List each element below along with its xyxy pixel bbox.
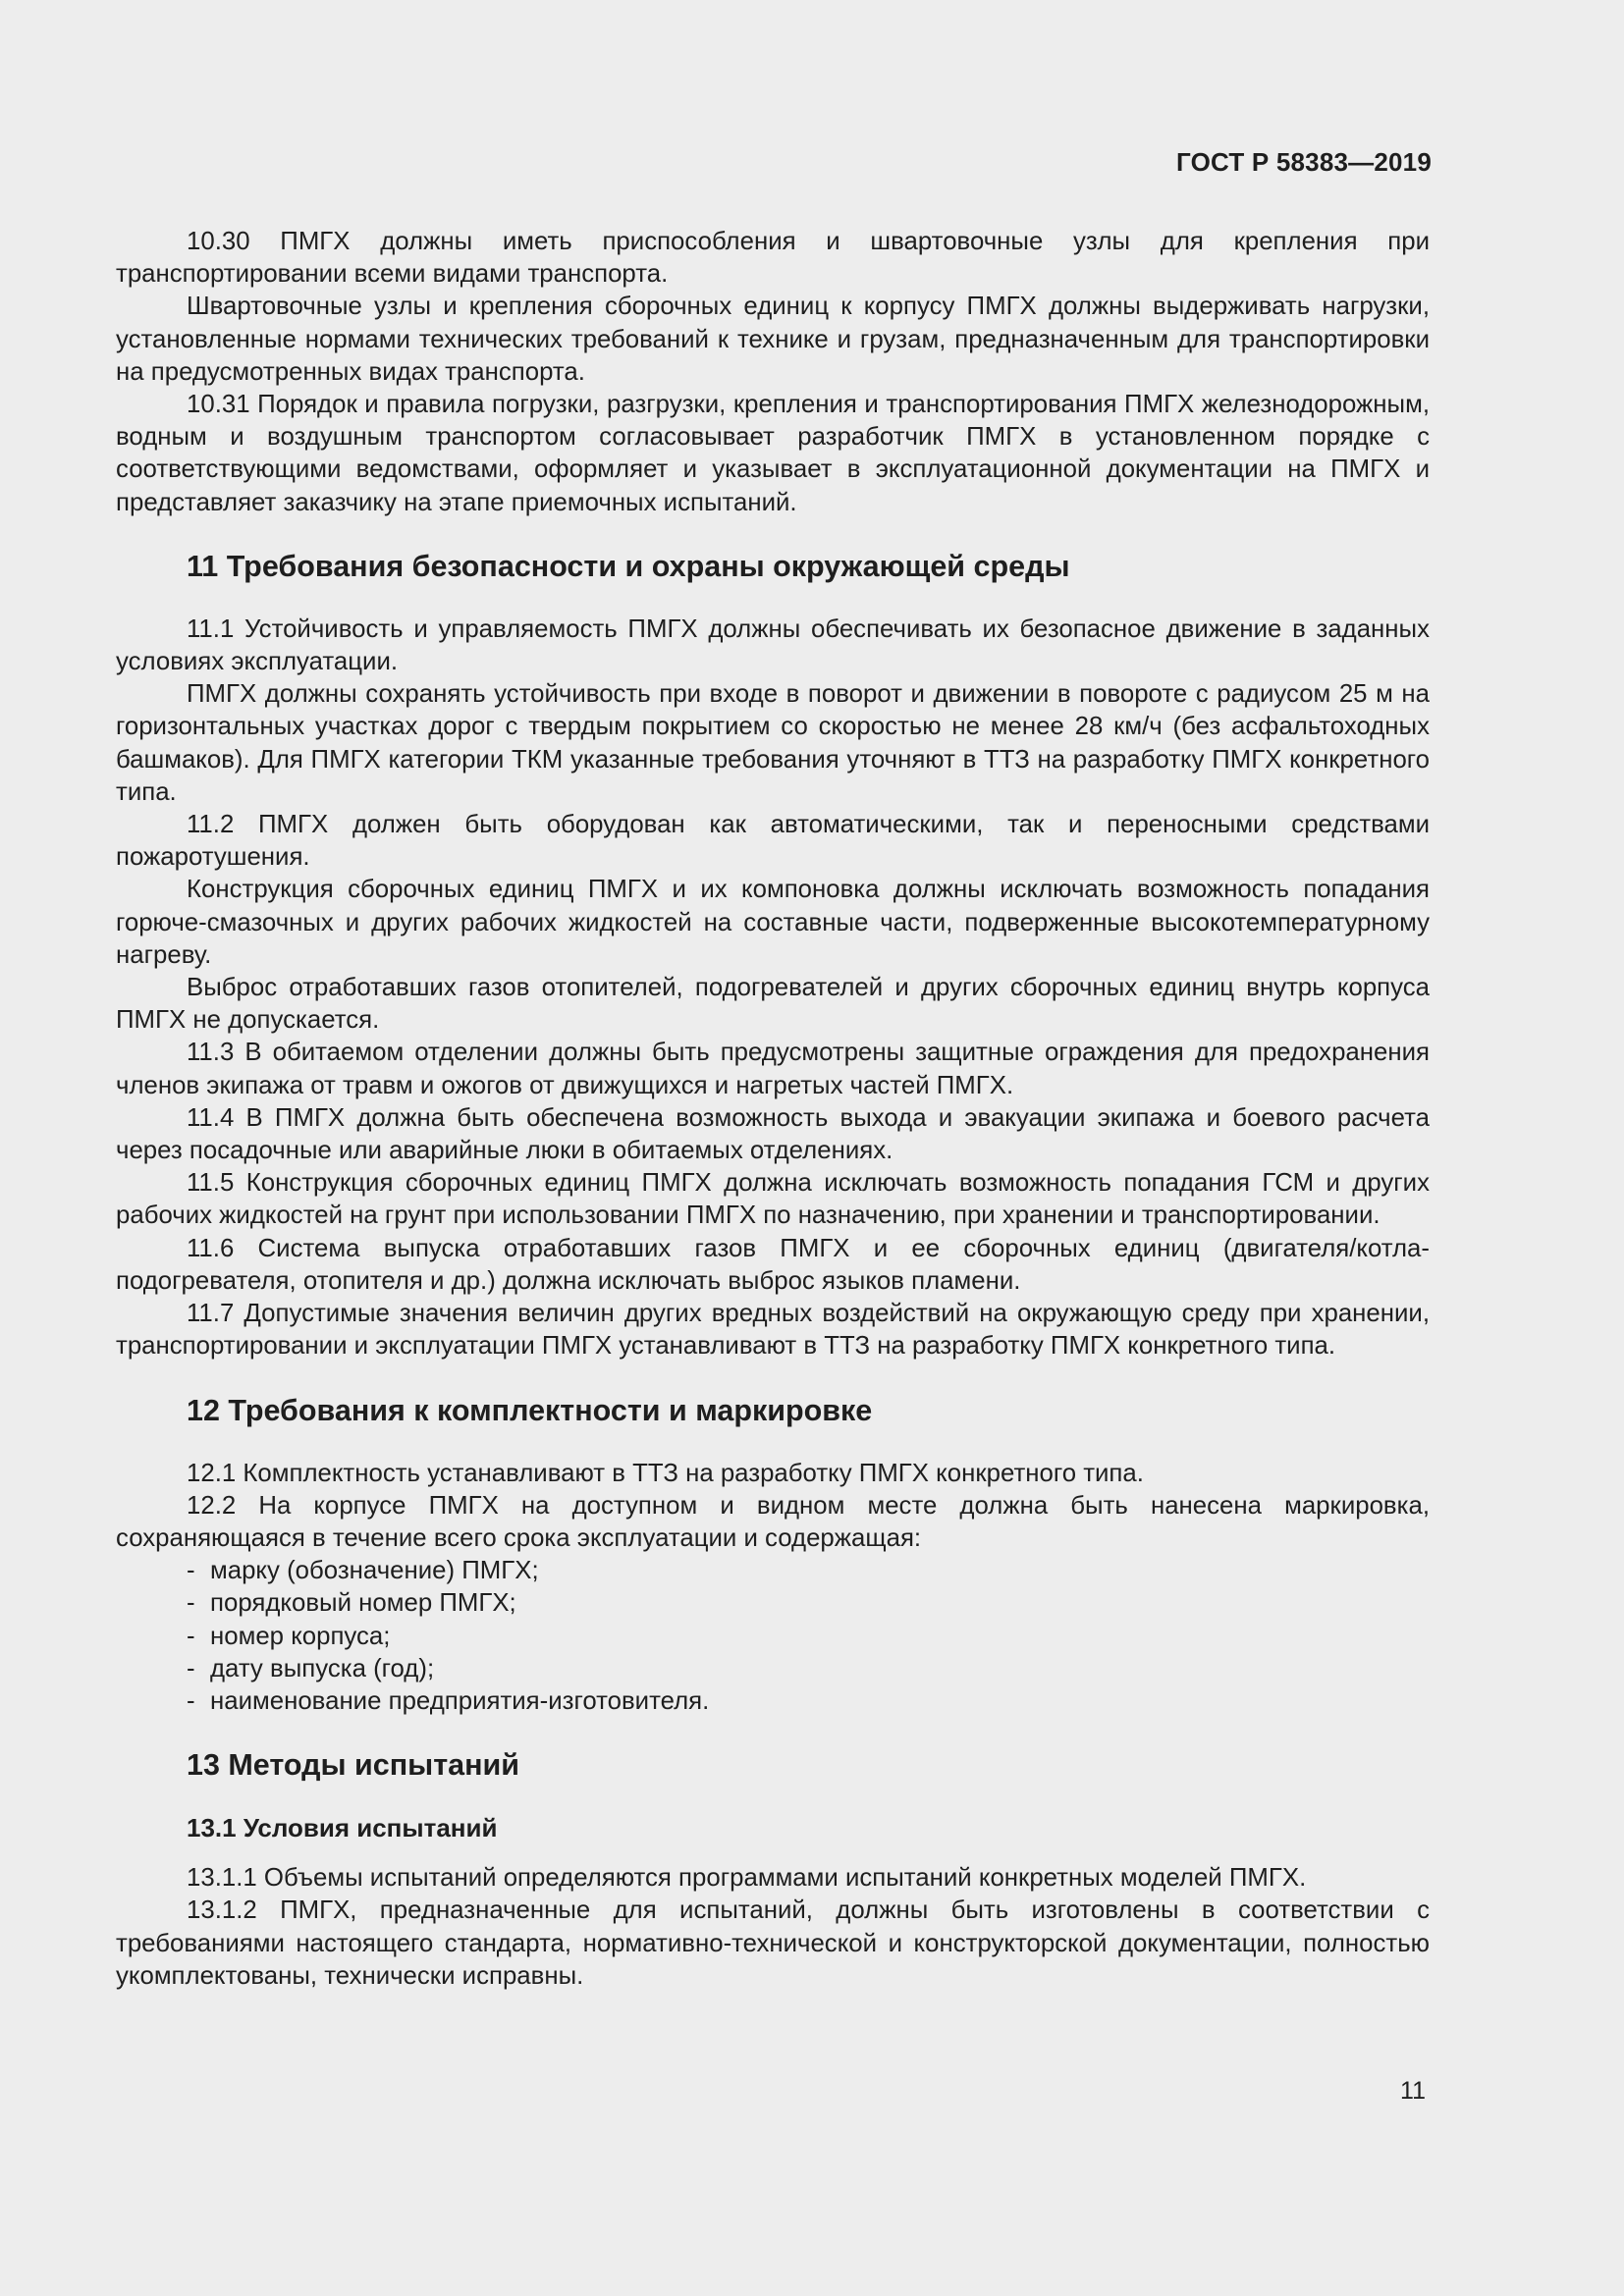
section-11-heading: 11 Требования безопасности и охраны окружающей среды	[187, 549, 1070, 583]
clause-11-1-paragraph-2: ПМГХ должны сохранять устойчивость при входе в поворот и движении в повороте с радиусом 25 м на горизонтальных участках дорог с твердым покрытием со скоростью не менее 28 км/ч (без асфальтоходных башмаков). Для ПМГХ категории ТКМ указанные требования уточняют в ТТЗ на разработку ПМГХ конкретного типа.	[116, 680, 1430, 806]
clause-12-1: 12.1 Комплектность устанавливают в ТТЗ на разработку ПМГХ конкретного типа.	[187, 1459, 1144, 1487]
clause-10-31: 10.31 Порядок и правила погрузки, разгрузки, крепления и транспортирования ПМГХ железнодорожным, водным и воздушным транспортом согласовывает разработчик ПМГХ в установленном порядке с соответствующими ведомствами, оформляет и указывает в эксплуатационной документации на ПМГХ и представляет заказчику на этапе приемочных испытаний.	[116, 391, 1430, 516]
clause-13-1-2: 13.1.2 ПМГХ, предназначенные для испытаний, должны быть изготовлены в соответствии с требованиями настоящего стандарта, нормативно-технической и конструкторской документации, полностью укомплектованы, технически исправны.	[116, 1896, 1430, 1990]
section-12-heading: 12 Требования к комплектности и маркировке	[187, 1393, 873, 1427]
clause-11-4: 11.4 В ПМГХ должна быть обеспечена возможность выхода и эвакуации экипажа и боевого расчета через посадочные или аварийные люки в обитаемых отделениях.	[116, 1103, 1430, 1165]
document-body	[116, 226, 1430, 1993]
list-item: - порядковый номер ПМГХ;	[187, 1589, 516, 1618]
subsection-13-1-heading: 13.1 Условия испытаний	[187, 1813, 498, 1843]
list-item: - номер корпуса;	[187, 1622, 391, 1650]
page-number: 11	[1400, 2077, 1426, 2105]
clause-11-7: 11.7 Допустимые значения величин других вредных воздействий на окружающую среду при хранении, транспортировании и эксплуатации ПМГХ устанавливают в ТТЗ на разработку ПМГХ конкретного типа.	[116, 1300, 1430, 1361]
clause-11-1: 11.1 Устойчивость и управляемость ПМГХ должны обеспечивать их безопасное движение в заданных условиях эксплуатации.	[116, 614, 1430, 676]
marking-list	[116, 1555, 1430, 1718]
clause-13-1-1: 13.1.1 Объемы испытаний определяются программами испытаний конкретных моделей ПМГХ.	[187, 1864, 1307, 1893]
list-item: - марку (обозначение) ПМГХ;	[187, 1557, 539, 1585]
clause-11-3: 11.3 В обитаемом отделении должны быть предусмотрены защитные ограждения для предохранения членов экипажа от травм и ожогов от движущихся и нагретых частей ПМГХ.	[116, 1039, 1430, 1099]
list-item: - наименование предприятия-изготовителя.	[187, 1686, 710, 1715]
clause-11-2-paragraph-3: Выброс отработавших газов отопителей, подогревателей и других сборочных единиц внутрь корпуса ПМГХ не допускается.	[116, 974, 1430, 1035]
section-13-heading: 13 Методы испытаний	[187, 1748, 520, 1783]
clause-11-5: 11.5 Конструкция сборочных единиц ПМГХ должна исключать возможность попадания ГСМ и других рабочих жидкостей на грунт при использовании ПМГХ по назначению, при хранении и транспортировании.	[116, 1169, 1430, 1230]
clause-11-6: 11.6 Система выпуска отработавших газов ПМГХ и ее сборочных единиц (двигателя/котла-подогревателя, отопителя и др.) должна исключать выброс языков пламени.	[116, 1234, 1430, 1295]
document-header: ГОСТ Р 58383—2019	[1176, 147, 1432, 177]
clause-11-2-paragraph-2: Конструкция сборочных единиц ПМГХ и их компоновка должны исключать возможность попадания горюче-смазочных и других рабочих жидкостей на составные части, подверженные высокотемпературному нагреву.	[116, 876, 1430, 969]
clause-10-30-paragraph-2: Швартовочные узлы и крепления сборочных единиц к корпусу ПМГХ должны выдерживать нагрузки, установленные нормами технических требований к технике и грузам, предназначенным для транспортировки на предусмотренных видах транспорта.	[116, 293, 1430, 386]
clause-11-2: 11.2 ПМГХ должен быть оборудован как автоматическими, так и переносными средствами пожаротушения.	[116, 811, 1430, 872]
clause-10-30: 10.30 ПМГХ должны иметь приспособления и швартовочные узлы для крепления при транспортировании всеми видами транспорта.	[116, 228, 1430, 289]
list-item: - дату выпуска (год);	[187, 1654, 435, 1682]
clause-12-2: 12.2 На корпусе ПМГХ на доступном и видном месте должна быть нанесена маркировка, сохраняющаяся в течение всего срока эксплуатации и содержащая:	[116, 1491, 1430, 1552]
